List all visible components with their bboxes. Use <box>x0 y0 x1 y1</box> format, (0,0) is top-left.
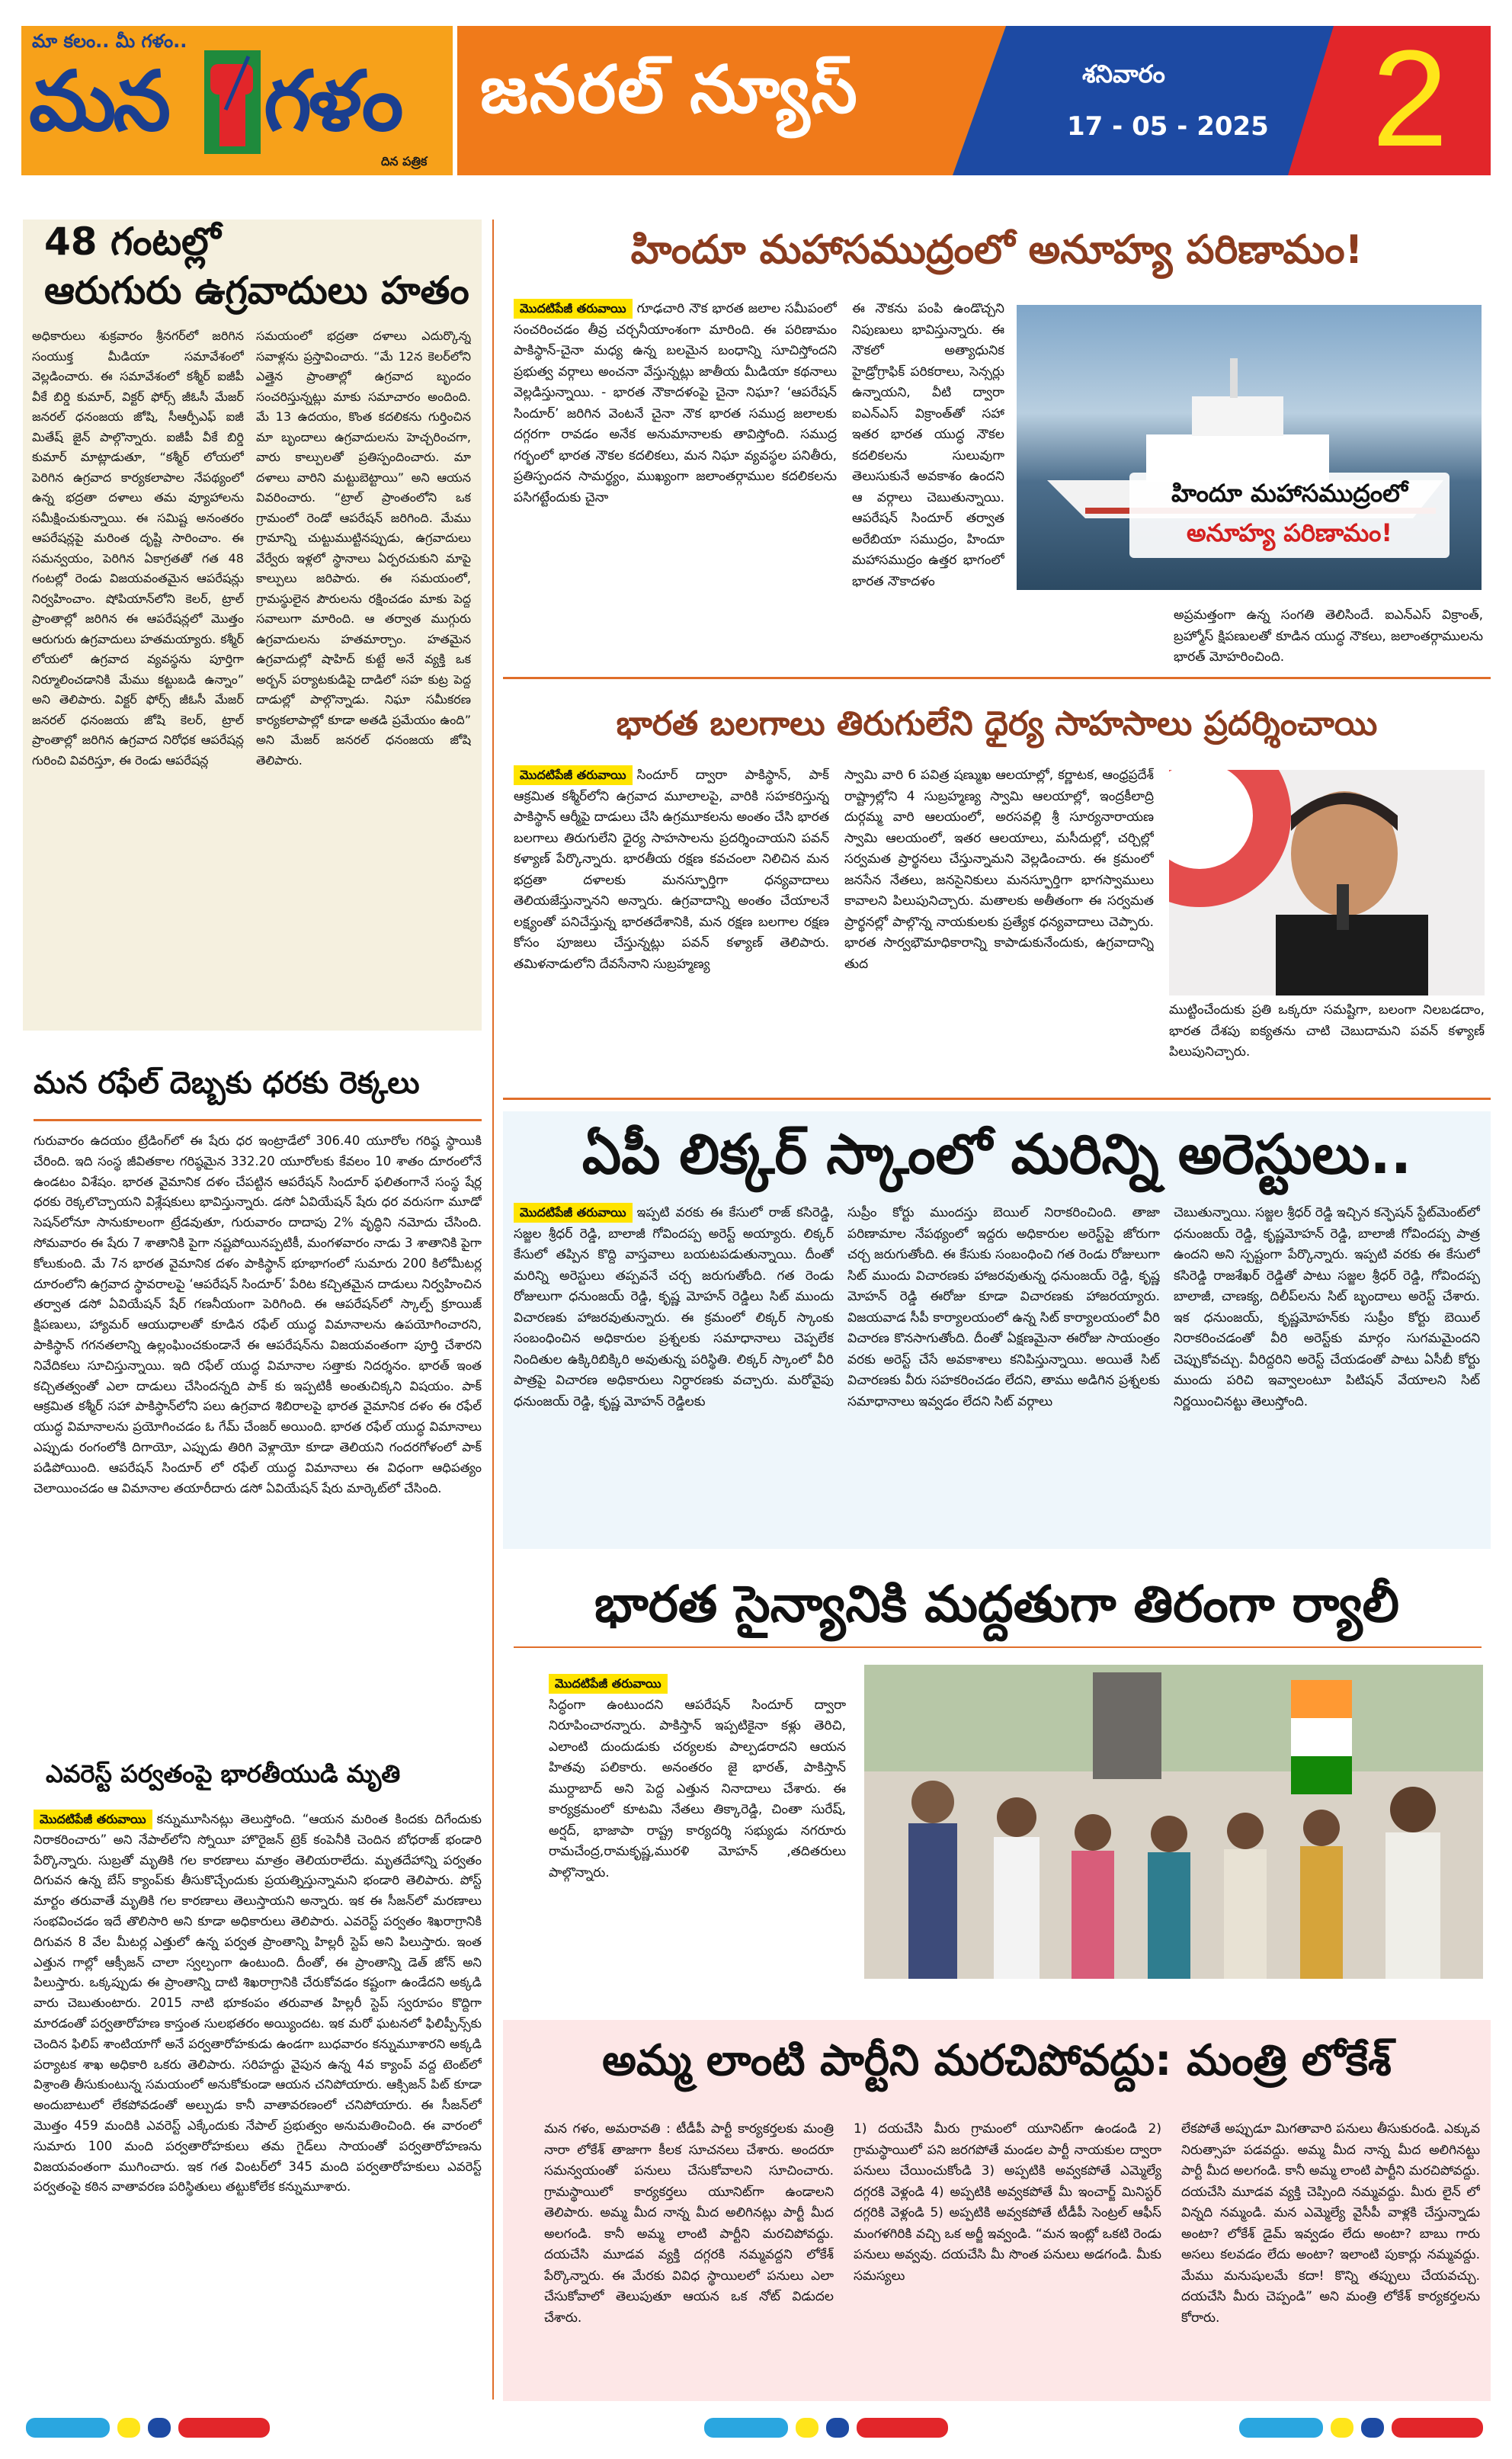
rally-text: సిద్ధంగా ఉంటుందని ఆపరేషన్ సిందూర్ ద్వారా నిరూపించారన్నారు. పాకిస్తాన్ ఇప్పటికైనా కళ్లు తెరిచి, ఎలాంటి దుందుడుకు చర్యలకు పాల్పడరాదని ఆయన హితవు పలికారు. అనంతరం జై భారత్, పాకిస్తాన్ ముర్దాబాద్ అని పెద్ద ఎత్తున నినాదాలు చేశారు. ఈ కార్యక్రమంలో కూటమి నేతలు తిక్కారెడ్డి, చింతా సురేష్, అర్షద్, భాజాపా రాష్ట్ర కార్యదర్శి సభ్యుడు నగరూరు రామచేంద్ర,రామకృష్ణ,మురళి మోహన్ ,తదితరులు పాల్గొన్నారు. <box>549 1697 846 1880</box>
page-number: 2 <box>1372 26 1449 175</box>
liquor-col1 <box>514 1203 834 1538</box>
footer-dots-left <box>26 2418 270 2441</box>
pawan-caption: ముట్టించేందుకు ప్రతి ఒక్కరూ సమష్టిగా, బలంగా నిలబడదాం, భారత దేశపు ఐక్యతను చాటి చెబుదామని పవన్ కళ్యాణ్ పిలుపునిచ్చారు. <box>1169 1002 1485 1060</box>
pawan-rule <box>503 1098 1491 1100</box>
terror-headline-line1: 48 గంటల్లో <box>44 220 221 264</box>
ocean-col2: ఈ నౌకను పంపి ఉండొచ్చని నిపుణులు భావిస్తున్నారు. ఈ నౌకలో అత్యాధునిక హైడ్రోగ్రాఫిక్ పరికరాలు, సెన్సర్లు ఉన్నాయని, వీటి ద్వారా ఐఎన్ఎస్ విక్రాంత్‌తో సహా ఇతర భారత యుద్ధ నౌకల కదలికలను సులువుగా తెలుసుకునే అవకాశం ఉందని ఆ వర్గాలు చెబుతున్నాయి. ఆపరేషన్ సిందూర్ తర్వాత అరేబియా సముద్రం, హిందూ మహాసముద్రం ఉత్తర భాగంలో భారత నౌకాదళం <box>852 301 1004 589</box>
liquor-col3: చెబుతున్నాయి. సజ్జల శ్రీధర్ రెడ్డి ఇచ్చిన కన్ఫెషన్ స్టేట్‌మెంట్‌లో ధనుంజయ్ రెడ్డి, కృష్ణమోహన్ రెడ్డి, బాలాజీ గోవిందప్ప పాత్ర ఉందని అని స్పష్టంగా పేర్కొన్నారు. ఇప్పటి వరకు ఈ కేసులో కసిరెడ్డి రాజశేఖర్ రెడ్డితో పాటు సజ్జల శ్రీధర్ రెడ్డి, గోవిందప్ప బాలాజీ, చాణక్య, దిలీప్‌లను సిట్ బృందాలు అరెస్ట్ చేశారు. ఇక ధనుంజయ్, కృష్ణమోహన్‌కు సుప్రీం కోర్టు బెయిల్ నిరాకరించడంతో వీరి అరెస్ట్‌కు మార్గం సుగమమైందని చెప్పుకోవచ్చు. వీరిద్దరిని అరెస్ట్ చేయడంతో పాటు ఏసీబీ కోర్టు ముందు పరిచి ఇవ్వాలంటూ పిటిషన్ వేయాలని సిట్ నిర్ణయించినట్టు తెలుస్తోంది. <box>1174 1205 1480 1409</box>
masthead-subtitle: దిన పత్రిక <box>381 154 428 168</box>
ocean-col1-text: గూఢచారి నౌక భారత జలాల సమీపంలో సంచరించడం తీవ్ర చర్చనీయాంశంగా మారింది. ఈ పరిణామం పాకిస్థాన్-చైనా మధ్య ఉన్న బలమైన బంధాన్ని సూచిస్తోందని ప్రభుత్వ వర్గాలు అంచనా వేస్తున్నట్లు జాతీయ మీడియా కథనాలు వెల్లడిస్తున్నాయి. - భారత నౌకాదళంపై చైనా నిఘా? ‘ఆపరేషన్ సిందూర్’ జరిగిన వెంటనే చైనా నౌక భారత సముద్ర జలాలకు దగ్గరగా రావడం అనేక అనుమానాలకు తావిస్తోంది. సముద్ర గర్భంలో భారత నౌకల కదలికలు, మన నిఘా వ్యవస్థల పనితీరు, ప్రతిస్పందన సామర్థ్యం, ముఖ్యంగా జలాంతర్గాముల కదలికలను పసిగట్టేందుకు చైనా <box>514 301 837 505</box>
brand-right: గళం <box>264 54 401 149</box>
ocean-col3: అప్రమత్తంగా ఉన్న సంగతి తెలిసిందే. ఐఎన్ఎస్ విక్రాంత్, బ్రహ్మోస్ క్షిపణులతో కూడిన యుద్ధ నౌకలు, జలాంతర్గాములను భారత్ మోహరించింది. <box>1174 608 1483 665</box>
rally-photo <box>864 1665 1483 1979</box>
liquor-headline: ఏపీ లిక్కర్ స్కాంలో మరిన్ని అరెస్టులు.. <box>581 1122 1412 1186</box>
ocean-col1 <box>514 299 837 695</box>
continued-tag: మొదటిపేజీ తరువాయి <box>514 765 633 785</box>
everest-headline: ఎవరెస్ట్ పర్వతంపై భారతీయుడి మృతి <box>46 1759 401 1788</box>
terror-headline-line2: ఆరుగురు ఉగ్రవాదులు హతం <box>44 268 469 313</box>
rally-rule <box>514 1646 1482 1648</box>
ship-caption-box <box>1129 473 1450 558</box>
brand-left: మన <box>29 54 168 149</box>
lokesh-story <box>503 2020 1491 2401</box>
terror-col1: అధికారులు శుక్రవారం శ్రీనగర్‌లో జరిగిన సంయుక్త మీడియా సమావేశంలో వెల్లడించారు. ఈ సమావేశంలో కశ్మీర్ ఐజీపీ వీకే బిర్డి కుమార్, విక్టర్ ఫోర్స్ జీఓసీ మేజర్ జనరల్ ధనంజయ జోషి, సీఆర్పీఎఫ్ ఐజీ మితేష్ జైన్ పాల్గొన్నారు. ఐజీపీ వీకే బిర్డి కుమార్ మాట్లాడుతూ, “కశ్మీర్ లోయలో పెరిగిన ఉగ్రవాద కార్యకలాపాల నేపథ్యంలో ఉన్న భద్రతా దళాలు తమ వ్యూహాలను సమీక్షించుకున్నాయి. ఈ సమిష్ట అనంతరం ఆపరేషన్లపై మరింత దృష్టి సారించాం. ఈ సమన్వయం, పెరిగిన ఏకాగ్రతతో గత 48 గంటల్లో రెండు విజయవంతమైన ఆపరేషన్లు నిర్వహించాం. షోపియాన్‌లోని కెలర్, ట్రాల్ ప్రాంతాల్లో జరిగిన ఈ ఆపరేషన్లలో మొత్తం ఆరుగురు ఉగ్రవాదులు హతమయ్యారు. కశ్మీర్ లోయలో ఉగ్రవాద వ్యవస్థను పూర్తిగా నిర్మూలించడానికి మేము కట్టుబడి ఉన్నాం” అని తెలిపారు. విక్టర్ ఫోర్స్ జీఓసీ మేజర్ జనరల్ ధనంజయ జోషి కెలర్, ట్రాల్ ప్రాంతాల్లో జరిగిన ఉగ్రవాద నిరోధక ఆపరేషన్ల గురించి వివరిస్తూ, ఈ రెండు ఆపరేషన్ల <box>32 329 244 768</box>
column-divider <box>492 220 494 2400</box>
pawan-col1-text: సిందూర్ ద్వారా పాకిస్థాన్, పాక్ ఆక్రమిత కశ్మీర్‌లోని ఉగ్రవాద మూలాలపై, వారికి సహకరిస్తున్న పాకిస్థాన్ ఆర్మీపై దాడులు చేసి ఉగ్రమూకలను అంతం చేసి భారత బలగాలు తిరుగులేని ధైర్య సాహసాలను ప్రదర్శించాయని పవన్ కళ్యాణ్ పేర్కొన్నారు. భారతీయ రక్షణ కవచంలా నిలిచిన మన భద్రతా దళాలకు మనస్ఫూర్తిగా ధన్యవాదాలు తెలియజేస్తున్నానని అన్నారు. ఉగ్రవాదాన్ని అంతం చేయాలనే లక్ష్యంతో పనిచేస్తున్న భారతదేశానికి, మన రక్షణ బలగాల రక్షణ కోసం పూజలు చేస్తున్నట్లు పవన్ కళ్యాణ్ తెలిపారు. తమిళనాడులోని దేవసేనాని సుబ్రహ్మణ్య <box>514 768 829 972</box>
rally-body <box>549 1674 846 1994</box>
section-banner <box>457 26 1491 175</box>
terror-story <box>23 220 482 1031</box>
issue-day: శనివారం <box>1082 59 1165 88</box>
pawan-col2: స్వామి వారి 6 పవిత్ర షణ్ముఖ ఆలయాల్లో, కర్ణాటక, ఆంధ్రప్రదేశ్ రాష్ట్రాల్లోని 4 సుబ్రహ్మణ్య స్వామి ఆలయాల్లో, ఇంద్రకీలాద్రి దుర్గమ్మ వారి ఆలయంలో, అరసవల్లి శ్రీ సూర్యనారాయణ స్వామి ఆలయంలో, ఇతర ఆలయాలు, మసీదుల్లో, చర్చిల్లో సర్వమత ప్రార్థనలు చేస్తున్నామని వెల్లడించారు. ఈ క్రమంలో జనసేన నేతలు, జనసైనికులు మనస్ఫూర్తిగా భాగస్వాములు కావాలని పిలుపునిచ్చారు. మతాలకు అతీతంగా ఈ సర్వమత ప్రార్థనల్లో పాల్గొన్న నాయకులకు ప్రత్యేక ధన్యవాదాలు చెప్పారు. భారత సార్వభౌమాధికారాన్ని కాపాడుకునేందుకు, ఉగ్రవాదాన్ని తుద <box>844 768 1154 972</box>
footer-dots-right <box>1239 2418 1483 2441</box>
ocean-headline: హిందూ మహాసముద్రంలో అనూహ్య పరిణామం! <box>630 227 1363 273</box>
rafale-body: గురువారం ఉదయం ట్రేడింగ్‌లో ఈ షేరు ధర ఇంట్రాడేలో 306.40 యూరోల గరిష్ఠ స్థాయికి చేరింది. ఇది సంస్థ జీవితకాల గరిష్ఠమైన 332.20 యూరోలకు కేవలం 10 శాతం దూరంలోనే ఉండటం విశేషం. భారత వైమానిక దళం చేపట్టిన ఆపరేషన్ సిందూర్ ఫలితంగానే సంస్థ షేర్ల ధరకు రెక్కలొచ్చాయని విశ్లేషకులు భావిస్తున్నారు. డసో ఏవియేషన్ షేరు ధర వరుసగా మూడో సెషన్‌లోనూ సానుకూలంగా ట్రేడవుతూ, గురువారం దాదాపు 2% వృద్ధిని నమోదు చేసింది. సోమవారం ఈ షేరు 7 శాతానికి పైగా నష్టపోయినప్పటికీ, మంగళవారం నాడు 3 శాతానికి పైగా కోలుకుంది. మే 7న భారత వైమానిక దళం పాకిస్థాన్ భూభాగంలో సుమారు 200 కిలోమీటర్ల దూరంలోని ఉగ్రవాద స్థావరాలపై ‘ఆపరేషన్ సిందూర్’ పేరిట కచ్చితమైన దాడులు నిర్వహించిన తర్వాత డసో ఏవియేషన్ షేర్ గణనీయంగా పెరిగింది. ఈ ఆపరేషన్‌లో స్కాల్ప్ క్రూయిజ్ క్షిపణులు, హ్యామర్ ఆయుధాలతో కూడిన రఫేల్ యుద్ధ విమానాలను ఉపయోగించారని, పాకిస్థాన్ గగనతలాన్ని ఉల్లంఘించకుండానే ఈ ఆపరేషన్‌ను విజయవంతంగా పూర్తి చేశారని నివేదికలు సూచిస్తున్నాయి. ఇది రఫేల్ యుద్ధ విమానాల సత్తాకు నిదర్శనం. భారత్ ఇంత కచ్చితత్వంతో ఎలా దాడులు చేసిందన్నది పాక్ కు ఇప్పటికీ అంతుచిక్కని విషయం. పాక్ ఆక్రమిత కశ్మీర్ సహా పాకిస్థాన్‌లోని పలు ఉగ్రవాద శిబిరాలపై భారత వైమానిక దళం ఈ రఫేల్ యుద్ధ విమానాలను ప్రయోగించడం ఓ గేమ్ చేంజర్ అయింది. భారత రఫేల్ యుద్ధ విమానాలు ఎప్పుడు రంగంలోకి దిగాయో, ఎప్పుడు తిరిగి వెళ్లాయో కూడా తెలియని గందరగోళంలో పాక్ పడిపోయింది. ఆపరేషన్ సిందూర్ లో రఫేల్ యుద్ధ విమానాలు ఈ విధంగా ఆధిపత్యం చెలాయించడం ఆ విమానాల తయారీదారు డసో ఏవియేషన్ షేరు మార్కెట్‌లో చేసింది. <box>34 1133 482 1496</box>
liquor-col2: సుప్రీం కోర్టు ముందస్తు బెయిల్ నిరాకరించింది. తాజా పరిణామాల నేపథ్యంలో ఇద్దరు అధికారుల అరెస్ట్‌పై జోరుగా చర్చ జరుగుతోంది. ఈ కేసుకు సంబంధించి గత రెండు రోజులుగా సిట్ ముందు విచారణకు హాజరవుతున్న ధనుంజయ్ రెడ్డి, కృష్ణ మోహన్ రెడ్డి ఈరోజు కూడా విచారణకు హాజరయ్యారు. విజయవాడ సీపీ కార్యాలయంలో ఉన్న సిట్ కార్యాలయంలో వీరి విచారణ కొనసాగుతోంది. దీంతో ఏక్షణమైనా ఈరోజు సాయంత్రం వరకు అరెస్ట్ చేసే అవకాశాలు కనిపిస్తున్నాయి. అయితే సిట్ విచారణకు వీరు సహకరించడం లేదని, తాము అడిగిన ప్రశ్నలకు సమాధానాలు ఇవ్వడం లేదని సిట్ వర్గాలు <box>847 1205 1160 1409</box>
continued-tag: మొదటిపేజీ తరువాయి <box>514 1203 633 1223</box>
continued-tag: మొదటిపేజీ తరువాయి <box>549 1674 668 1694</box>
rafale-rule <box>34 1119 482 1121</box>
ocean-rule <box>503 677 1491 679</box>
lokesh-col2: 1) దయచేసి మీరు గ్రామంలో యూనిట్‌గా ఉండండి 2) గ్రామస్థాయిలో పని జరగపోతే మండల పార్టీ నాయకుల ద్వారా పనులు చేయించుకోండి 3) అప్పటికి అవ్వకపోతే ఎమ్మెల్యే దగ్గరకి వెళ్లండి 4) అప్పటికి అవ్వకపోతే మీ ఇంచార్జ్ మినిస్టర్ దగ్గరికి వెళ్లండి 5) అప్పటికి అవ్వకపోతే టీడీపీ సెంట్రల్ ఆఫీస్ మంగళగిరికి వచ్చి ఒక అర్జీ ఇవ్వండి. “మన ఇంట్లో ఒకటి రెండు పనులు అవ్వవు. దయచేసి మీ సొంత పనులు అడగండి. మీకు సమస్యలు <box>854 2121 1161 2284</box>
fist-logo-icon <box>203 49 262 155</box>
masthead-tagline: మా కలం.. మీ గళం.. <box>32 30 187 52</box>
everest-body <box>34 1810 482 2395</box>
liquor-col1-text: ఇప్పటి వరకు ఈ కేసులో రాజ్ కసిరెడ్డి, సజ్జల శ్రీధర్ రెడ్డి, బాలాజీ గోవిందప్ప అరెస్ట్ అయ్యారు. లిక్కర్ కేసులో తప్పిన కొద్ది వాస్తవాలు బయటపడుతున్నాయి. దీంతో మరిన్ని అరెస్టులు తప్పవనే చర్చ జరుగుతోంది. గత రెండు రోజులుగా ధనుంజయ్ రెడ్డి, కృష్ణ మోహన్ రెడ్డిలు సిట్ ముందు విచారణకు హాజరవుతున్నారు. ఈ క్రమంలో లిక్కర్ స్కాంకు సంబంధించిన అధికారుల ప్రశ్నలకు సమాధానాలు చెప్పలేక నిందితుల ఉక్కిరిబిక్కిరి అవుతున్న పరిస్థితి. లిక్కర్ స్కాంలో వీరి పాత్రపై విచారణ అధికారులు నిర్ధారణకు వచ్చారు. మరోవైపు ధనుంజయ్ రెడ్డి, కృష్ణ మోహన్ రెడ్డిలకు <box>514 1205 834 1409</box>
ship-image <box>1017 305 1482 590</box>
ship-caption-line2: అనూహ్య పరిణామం! <box>1187 518 1392 547</box>
rally-headline: భారత సైన్యానికి మద్దతుగా తిరంగా ర్యాలీ <box>594 1575 1399 1633</box>
issue-date: 17 - 05 - 2025 <box>1067 111 1269 142</box>
logo-block <box>21 26 453 175</box>
lokesh-col1: మన గళం, అమరావతి : టీడీపీ పార్టీ కార్యకర్తలకు మంత్రి నారా లోకేశ్ తాజాగా కీలక సూచనలు చేశారు. అందరూ సమన్వయంతో పనులు చేసుకోవాలని సూచించారు. గ్రామస్థాయిలో కార్యకర్తలు యూనిట్‌గా ఉండాలని తెలిపారు. అమ్మ మీద నాన్న మీద అలిగినట్లు పార్టీ మీద అలగండి. కానీ అమ్మ లాంటి పార్టీని మరచిపోవద్దు. దయచేసి మూడవ వ్యక్తి దగ్గరకి నమ్మవద్దని లోకేశ్ పేర్కొన్నారు. ఈ మేరకు వివిధ స్థాయిలలో పనులు ఎలా చేసుకోవాలో తెలుపుతూ ఆయన ఒక నోట్ విడుదల చేశారు. <box>544 2121 834 2326</box>
pawan-col1 <box>514 765 829 1085</box>
footer-dots-center <box>704 2418 948 2441</box>
everest-text: కన్నుమూసినట్లు తెలుస్తోంది. “ఆయన మరింత కిందకు దిగేందుకు నిరాకరించారు” అని నేపాల్‌లోని స్నోయీ హొరైజన్ ట్రెక్ కంపెనీకి చెందిన బోధరాజ్ భండారి పేర్కొన్నారు. సుబ్రతో మృతికి గల కారణాలు మాత్రం తెలియరాలేదు. మృతదేహాన్ని పర్వతం దిగువన ఉన్న బేస్ క్యాంప్‌కు తీసుకొచ్చేందుకు ప్రయత్నిస్తున్నామని భండారి తెలిపారు. పోస్ట్ మార్టం తరువాతే మృతికి గల కారణాలు తెలుస్తాయని అన్నారు. ఇక ఈ సీజన్‌లో మరణాలు సంభవించడం ఇదే తొలిసారి అని కూడా అధికారులు తెలిపారు. ఎవరెస్ట్ పర్వతం శిఖరాగ్రానికి దిగువన 8 వేల మీటర్ల ఎత్తులో ఉన్న పర్వత ప్రాంతాన్ని హిల్లరీ స్టెప్ అని పిలుస్తారు. ఇంత ఎత్తున గాల్లో ఆక్సీజన్ చాలా స్వల్పంగా ఉంటుంది. దీంతో, ఈ ప్రాంతాన్ని డెత్ జోన్ అని పిలుస్తారు. ఒక్కప్పుడు ఈ ప్రాంతాన్ని దాటి శిఖరాగ్రానికి చేరుకోవడం కష్టంగా ఉండేదని అక్కడి వారు చెబుతుంటారు. 2015 నాటి భూకంపం తరువాత హిల్లరీ స్టెప్ స్వరూపం కొద్దిగా మారడంతో పర్వతారోహణ కాస్తంత సులభతరం అయ్యిందట. ఇక మరో ఘటనలో ఫిలిప్పీన్స్‌కు చెందిన ఫిలిప్ శాంటియాగో అనే పర్వతారోహకుడు ఉండగా బుధవారం కన్నుమూశారని అక్కడి పర్యాటక శాఖ అధికారి ఒకరు తెలిపారు. సరిహద్దు వైపున ఉన్న 4వ క్యాంప్‌ వద్ద టెంట్‌లో విశ్రాంతి తీసుకుంటున్న సమయంలో అనుకోకుండా ఆయన చనిపోయారు. ఆక్సిజన్ పిట్ కూడా అందుబాటులో లేకపోవడంతో అల్పుడు కానీ వాతావరణంలో చనిపోయారు. ఈ సీజన్‌లో మొత్తం 459 మందికి ఎవరెస్ట్ ఎక్కేందుకు నేపాల్ ప్రభుత్వం అనుమతించింది. ఈ వారంలో సుమారు 100 మంది పర్వతారోహకులు తమ గైడ్‌లు సాయంతో పర్వతారోహణను విజయవంతంగా ముగించారు. ఇక గత వింటర్‌లో 345 మంది పర్వతారోహకులు ఎవరెస్ట్ పర్వతంపై కఠిన వాతావరణ పరిస్థితులు తట్టుకోలేక కన్నుమూశారు. <box>34 1812 482 2195</box>
continued-tag: మొదటిపేజీ తరువాయి <box>34 1810 152 1829</box>
rafale-headline: మన రఫేల్ దెబ్బకు ధరకు రెక్కలు <box>34 1066 420 1101</box>
ship-caption-line1: హిందూ మహాసముద్రంలో <box>1171 479 1408 508</box>
pawan-headline: భారత బలగాలు తిరుగులేని ధైర్య సాహసాలు ప్రదర్శించాయి <box>616 704 1378 743</box>
terror-col2: సమయంలో భద్రతా దళాలు ఎదుర్కొన్న సవాళ్లను ప్రస్తావించారు. “మే 12న కెలర్‌లోని ఎత్తైన ప్రాంతాల్లో ఉగ్రవాద బృందం సంచరిస్తున్నట్లు మాకు సమాచారం అందింది. మే 13 ఉదయం, కొంత కదలికను గుర్తించిన మా బృందాలు ఉగ్రవాదులను హెచ్చరించగా, వారు కాల్పులతో ప్రతిస్పందించారు. మా దళాలు వారిని మట్టుబెట్టాయి” అని ఆయన వివరించారు. “ట్రాల్ ప్రాంతంలోని ఒక గ్రామంలో రెండో ఆపరేషన్ జరిగింది. మేము గ్రామాన్ని చుట్టుముట్టినప్పుడు, ఉగ్రవాదులు వేర్వేరు ఇళ్లలో స్థానాలు ఏర్పరచుకుని మాపై కాల్పులు జరిపారు. ఈ సమయంలో, గ్రామస్థులైన పౌరులను రక్షించడం మాకు పెద్ద సవాలుగా మారింది. ఆ తర్వాత ముగ్గురు ఉగ్రవాదులను హతమార్చాం. హతమైన ఉగ్రవాదుల్లో షాహిద్ కుట్టే అనే వ్యక్తి ఒక అర్బన్ పర్యాటకుడిపై దాడిలో సహ కుట్ర పెద్ద దాడుల్లో పాల్గొన్నాడు. నిఘా సమీకరణ కార్యకలాపాల్లో కూడా అతడి ప్రమేయం ఉంది” అని మేజర్ జనరల్ ధనంజయ జోషి తెలిపారు. <box>256 329 471 768</box>
section-title: జనరల్ న్యూస్ <box>480 52 859 128</box>
pawan-photo <box>1169 770 1485 995</box>
liquor-story <box>503 1111 1491 1549</box>
lokesh-headline: అమ్మ లాంటి పార్టీని మరచిపోవద్దు: మంత్రి లోకేశ్ <box>602 2036 1392 2086</box>
lokesh-col3: లేకపోతే అప్పుడూ మిగతావారి పనులు తీసుకురండి. ఎక్కువ నిరుత్సాహ పడవద్దు. అమ్మ మీద నాన్న మీద అలిగినట్టు పార్టీ మీద అలగండి. కానీ అమ్మ లాంటి పార్టీని మరచిపోవద్దు. దయచేసి మూడవ వ్యక్తి చెప్పింది నమ్మవద్దు. మీరు లైన్ లో విన్నది నమ్మండి. మన ఎమ్మెల్యే వైసీపీ వాళ్లకి చేస్తున్నాడు అంటా? లోకేశ్ డైమ్ ఇవ్వడం లేదు అంటా? బాబు గారు అసలు కలవడం లేదు అంటా? ఇలాంటి పుకార్లు నమ్మవద్దు. మేము మనుషులమే కదా! కొన్ని తప్పులు చేయవచ్చు. దయచేసి మీరు చెప్పండి” అని మంత్రి లోకేశ్ కార్యకర్తలను కోరారు. <box>1181 2121 1480 2326</box>
masthead <box>0 0 1512 177</box>
continued-tag: మొదటిపేజీ తరువాయి <box>514 299 633 319</box>
